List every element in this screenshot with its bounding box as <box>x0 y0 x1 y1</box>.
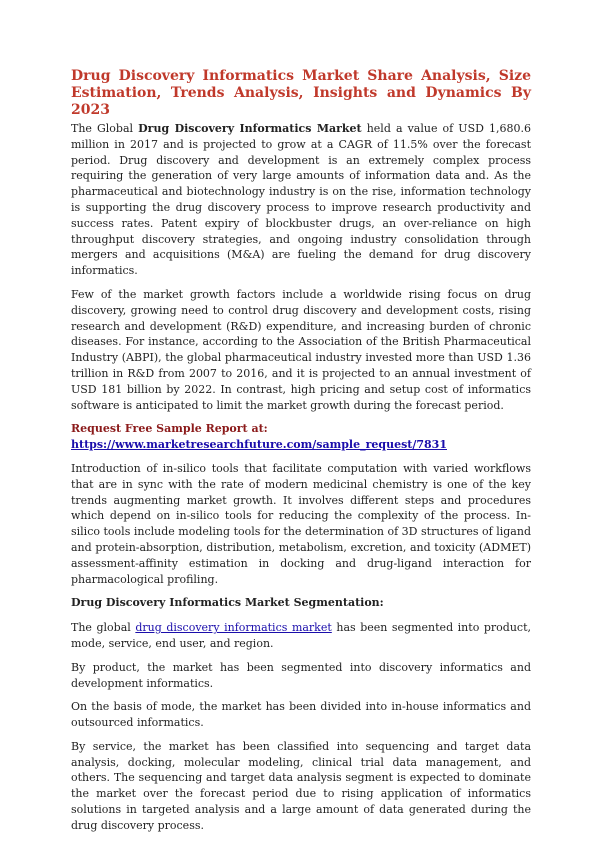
sample-request-link[interactable]: https://www.marketresearchfuture.com/sample_request/7831 <box>71 438 447 452</box>
market-inline-link[interactable]: drug discovery informatics market <box>135 621 332 635</box>
intro-text-rest: held a value of USD 1,680.6 million in 2017 and is projected to grow at a CAGR of 11.5% over the forecast period. Drug discovery and development is an extremely complex process requiring the generation of very large amounts of information data and. As the pharmaceutical and biotechnology industry is on the rise, information technology is supporting the drug discovery process to improve research productivity and success rates. Patent expiry of blockbuster drugs, an over-reliance on high throughput discovery strategies, and ongoing industry consolidation through mergers and acquisitions (M&A) are fueling the demand for drug discovery informatics. <box>71 122 531 278</box>
intro-paragraph <box>71 121 531 279</box>
growth-factors-paragraph: Few of the market growth factors include a worldwide rising focus on drug discovery, growing need to control drug discovery and development costs, rising research and development (R&D) expenditure, and increasing burden of chronic diseases. For instance, according to the Association of the British Pharmaceutical Industry (ABPI), the global pharmaceutical industry invested more than USD 1.36 trillion in R&D from 2007 to 2016, and it is projected to an annual investment of USD 181 billion by 2022. In contrast, high pricing and setup cost of informatics software is anticipated to limit the market growth during the forecast period. <box>71 287 531 412</box>
segmentation-text-rest: has been segmented into product, mode, service, end user, and region. <box>71 621 531 650</box>
market-name-bold: Drug Discovery Informatics Market <box>138 122 362 135</box>
document-page <box>71 68 531 842</box>
product-paragraph: By product, the market has been segmented into discovery informatics and development informatics. <box>71 660 531 690</box>
request-sample-label: Request Free Sample Report at: <box>71 422 268 436</box>
segmentation-intro-paragraph <box>71 620 531 652</box>
segmentation-heading: Drug Discovery Informatics Market Segmentation: <box>71 596 384 610</box>
segmentation-text-start: The global <box>71 621 136 635</box>
mode-paragraph: On the basis of mode, the market has been divided into in-house informatics and outsourced informatics. <box>71 700 531 730</box>
intro-text-start: The Global <box>71 122 139 135</box>
in-silico-paragraph: Introduction of in-silico tools that facilitate computation with varied workflows that are in sync with the rate of modern medicinal chemistry is one of the key trends augmenting market growth. It involves different steps and procedures which depend on in-silico tools for reducing the complexity of the process. In-silico tools include modeling tools for the determination of 3D structures of ligand and protein-absorption, distribution, metabolism, excretion, and toxicity (ADMET) assessment-affinity estimation in docking and drug-ligand interaction for pharmacological profiling. <box>71 461 531 586</box>
service-paragraph: By service, the market has been classified into sequencing and target data analysis, docking, molecular modeling, clinical trial data management, and others. The sequencing and target data analysis segment is expected to dominate the market over the forecast period due to rising application of informatics solutions in targeted analysis and a large amount of data generated during the drug discovery process. <box>71 739 531 832</box>
document-title: Drug Discovery Informatics Market Share Analysis, Size Estimation, Trends Analysis, Insights and Dynamics By 2023 <box>71 68 531 118</box>
